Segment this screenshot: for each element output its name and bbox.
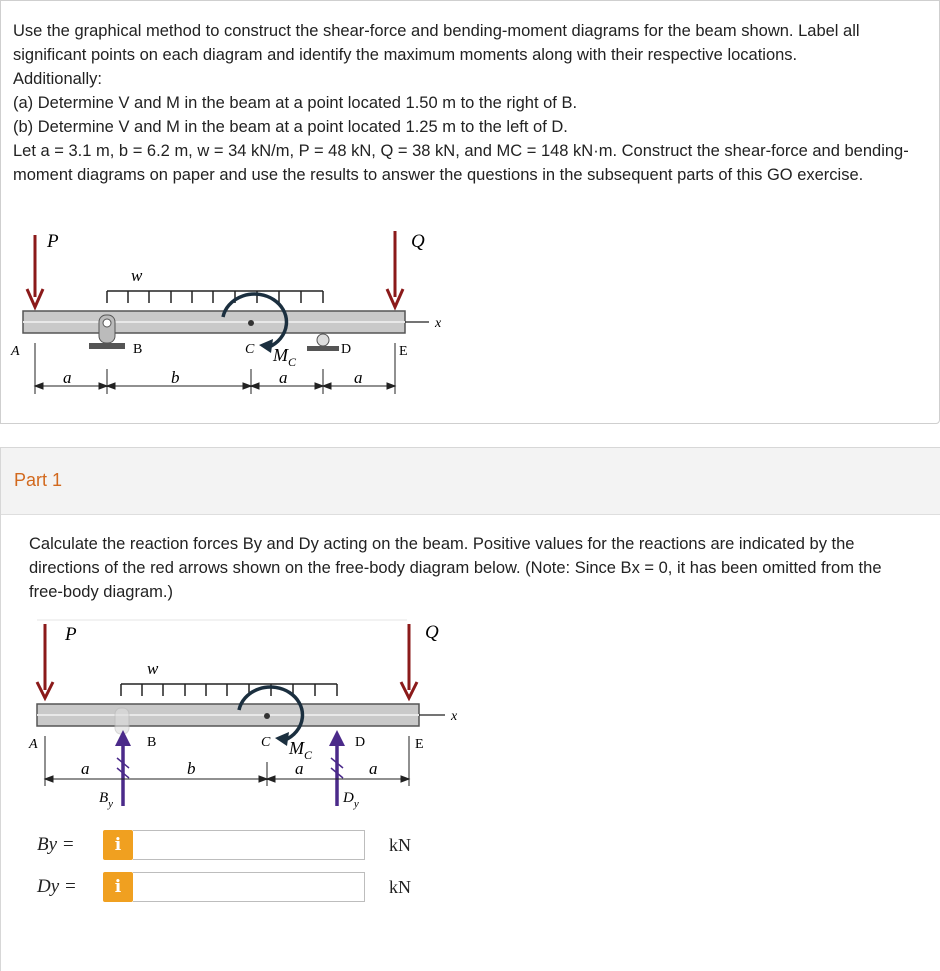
problem-card xyxy=(0,0,940,424)
fbd-label-B: B xyxy=(147,735,157,750)
unit-By: kN xyxy=(389,835,411,855)
problem-part-a: (a) Determine V and M in the beam at a point located 1.50 m to the right of B. xyxy=(13,94,578,112)
fbd-label-w: w xyxy=(147,659,159,678)
fbd-dim-a-2: a xyxy=(295,759,304,778)
Dy-input[interactable] xyxy=(133,872,365,902)
answer-label-By: By = xyxy=(37,834,75,855)
distributed-load xyxy=(107,291,323,303)
load-Q-arrow xyxy=(387,231,403,307)
dim-a-3: a xyxy=(354,368,363,387)
fbd-dim-b: b xyxy=(187,759,196,778)
label-x: x xyxy=(435,316,442,331)
fbd-dim-a-1: a xyxy=(81,759,90,778)
answer-row-By xyxy=(37,830,457,862)
label-w: w xyxy=(131,266,143,285)
part-question xyxy=(29,532,919,604)
label-B: B xyxy=(133,342,143,357)
load-P-arrow xyxy=(27,235,43,307)
fbd-label-P: P xyxy=(65,624,77,645)
fbd-label-x: x xyxy=(451,709,458,724)
problem-statement xyxy=(13,19,928,187)
beam-diagram xyxy=(1,219,461,399)
answer-row-Dy xyxy=(37,872,457,904)
problem-intro: Use the graphical method to construct the shear-force and bending-moment diagrams for the beam shown. Label all significant points on each diagram and identify the maximum moments along with their respective locations. xyxy=(13,22,860,64)
problem-part-b: (b) Determine V and M in the beam at a point located 1.25 m to the left of D. xyxy=(13,118,568,136)
label-C: C xyxy=(245,342,255,357)
dim-a-1: a xyxy=(63,368,72,387)
fbd-label-By: $B_y$ xyxy=(99,790,114,810)
part-title: Part 1 xyxy=(14,470,63,490)
label-D: D xyxy=(341,342,352,357)
label-Mc: $M_C$ xyxy=(273,345,297,369)
unit-Dy: kN xyxy=(389,877,411,897)
info-button-By[interactable]: i xyxy=(103,830,133,860)
label-Q: Q xyxy=(411,231,425,252)
problem-additionally: Additionally: xyxy=(13,70,102,88)
fbd-label-A: A xyxy=(29,737,38,752)
free-body-diagram xyxy=(17,618,477,818)
fbd-label-C: C xyxy=(261,735,271,750)
fbd-dim-a-3: a xyxy=(369,759,378,778)
fbd-label-Mc: $M_C$ xyxy=(289,738,313,762)
label-E: E xyxy=(399,344,408,359)
label-P: P xyxy=(47,231,59,252)
part-1-panel xyxy=(0,447,940,971)
fbd-load-P-arrow xyxy=(37,624,53,698)
fbd-distributed-load xyxy=(121,684,337,696)
question-text: Calculate the reaction forces By and Dy acting on the beam. Positive values for the reactions are indicated by the directions of the red arrows shown on the free-body diagram below. (Note: Since Bx = 0, it has been omitted from the free-body diagram.) xyxy=(29,535,882,601)
problem-givens: Let a = 3.1 m, b = 6.2 m, w = 34 kN/m, P = 48 kN, Q = 38 kN, and MC = 148 kN·m. Construct the shear-force and bending-moment diagrams on paper and use the results to answer the questions in the subsequent parts of this GO exercise. xyxy=(13,142,909,184)
By-input[interactable] xyxy=(133,830,365,860)
reaction-By-arrow xyxy=(115,730,131,806)
label-A: A xyxy=(11,344,20,359)
dim-b: b xyxy=(171,368,180,387)
fbd-label-Dy: $D_y$ xyxy=(343,790,359,810)
fbd-label-Q: Q xyxy=(425,622,439,643)
roller-support-D xyxy=(307,334,339,351)
fbd-label-E: E xyxy=(415,737,424,752)
answer-label-Dy: Dy = xyxy=(37,876,77,897)
fbd-label-D: D xyxy=(355,735,366,750)
fbd-load-Q-arrow xyxy=(401,624,417,698)
dim-a-2: a xyxy=(279,368,288,387)
info-button-Dy[interactable]: i xyxy=(103,872,133,902)
part-header xyxy=(1,448,940,515)
